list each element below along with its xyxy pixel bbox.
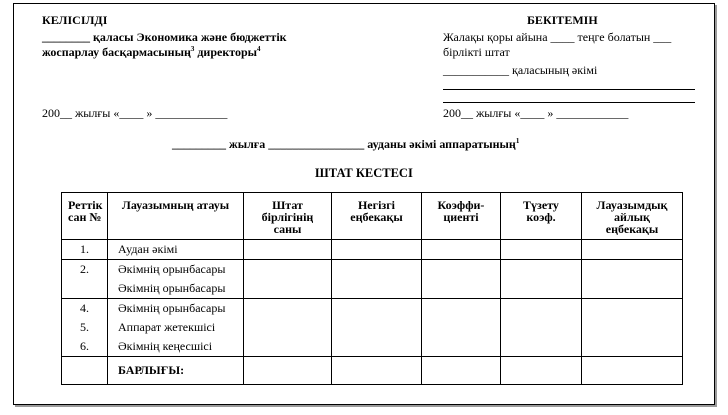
cell [582, 337, 683, 357]
agreed-date: 200__ жылғы «____ » ____________ [42, 106, 228, 120]
document-title: ШТАТ КЕСТЕСІ [315, 166, 413, 180]
cell [332, 260, 422, 280]
position-name: Әкімнің орынбасары [108, 279, 244, 299]
cell [244, 260, 332, 280]
city-blank: ________ [42, 30, 90, 44]
cell [582, 240, 683, 260]
signature-line [443, 89, 695, 90]
table-row [62, 240, 683, 260]
cell [332, 337, 422, 357]
district-blank: ________________ [268, 137, 365, 151]
director-label: директоры [194, 45, 258, 59]
year-label: жылға [226, 137, 269, 151]
cell [582, 260, 683, 280]
cell [332, 240, 422, 260]
approve-date: 200__ жылғы «____ » ____________ [443, 106, 629, 120]
cell [501, 318, 582, 337]
position-name: Әкімнің орынбасары [108, 260, 244, 280]
cell [501, 240, 582, 260]
row-number: 6. [62, 337, 108, 357]
cell [332, 299, 422, 319]
cell [332, 318, 422, 337]
agreed-line-2 [42, 45, 261, 59]
approve-heading: БЕКІТЕМІН [527, 13, 598, 27]
table-row [62, 279, 683, 299]
total-label: БАРЛЫҒЫ: [108, 357, 244, 385]
col-header-number: Реттік сан № [62, 193, 108, 240]
approve-line-2: бірлікті штат [443, 45, 510, 59]
position-name: Аппарат жетекшісі [108, 318, 244, 337]
cell [582, 299, 683, 319]
signature-line [443, 102, 695, 103]
cell [332, 279, 422, 299]
cell [422, 357, 501, 385]
footnote-mark: 4 [257, 45, 261, 53]
document-subtitle [172, 137, 519, 151]
agreed-line-1 [42, 30, 287, 44]
cell [501, 299, 582, 319]
table-row [62, 299, 683, 319]
cell [422, 279, 501, 299]
cell [582, 318, 683, 337]
staff-table [61, 192, 683, 385]
cell [62, 357, 108, 385]
footnote-mark: 3 [190, 45, 195, 53]
cell [422, 240, 501, 260]
cell [244, 299, 332, 319]
position-name: Әкімнің кеңесшісі [108, 337, 244, 357]
approve-line-1: Жалақы қоры айына ____ теңге болатын ___ [443, 30, 672, 44]
approve-line-3: ___________ қаласының әкімі [443, 63, 598, 77]
col-header-adjust-coef: Түзету коэф. [501, 193, 582, 240]
cell [244, 279, 332, 299]
cell [422, 337, 501, 357]
district-label: ауданы әкімі аппаратының [364, 137, 516, 151]
cell [501, 337, 582, 357]
col-header-base-salary: Негізгі еңбекақы [332, 193, 422, 240]
agreed-heading: КЕЛІСІЛДІ [42, 13, 108, 27]
cell [422, 260, 501, 280]
table-row [62, 260, 683, 280]
col-header-coefficient: Коэффи- циенті [422, 193, 501, 240]
col-header-position: Лауазымның атауы [108, 193, 244, 240]
cell [244, 318, 332, 337]
cell [422, 299, 501, 319]
year-blank: _________ [172, 137, 226, 151]
cell [332, 357, 422, 385]
footnote-mark: 1 [515, 137, 520, 145]
row-number [62, 279, 108, 299]
row-number: 5. [62, 318, 108, 337]
cell [501, 279, 582, 299]
col-header-staff-units: Штат бірлігінің саны [244, 193, 332, 240]
cell [582, 279, 683, 299]
cell [244, 240, 332, 260]
position-name: Аудан әкімі [108, 240, 244, 260]
table-header-row [62, 193, 683, 240]
agreed-line-1-text: қаласы Экономика және бюджеттік [93, 30, 287, 44]
cell [501, 260, 582, 280]
row-number: 2. [62, 260, 108, 280]
table-row [62, 318, 683, 337]
cell [582, 357, 683, 385]
cell [244, 337, 332, 357]
row-number: 1. [62, 240, 108, 260]
cell [244, 357, 332, 385]
table-row [62, 337, 683, 357]
cell [422, 318, 501, 337]
cell [501, 357, 582, 385]
table-total-row [62, 357, 683, 385]
col-header-monthly-salary: Лауазымдық айлық еңбекақы [582, 193, 683, 240]
position-name: Әкімнің орынбасары [108, 299, 244, 319]
row-number: 4. [62, 299, 108, 319]
agreed-line-2-text: жоспарлау басқармасының [42, 45, 191, 59]
